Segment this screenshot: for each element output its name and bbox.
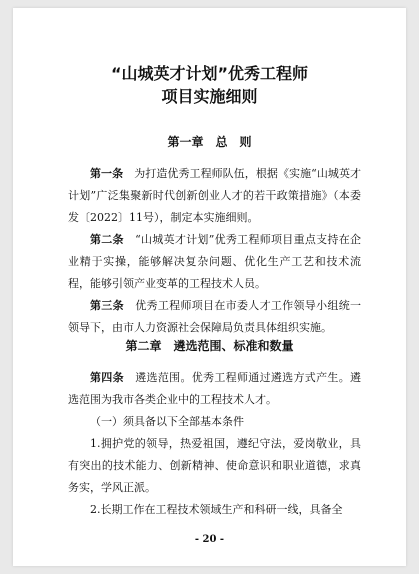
- condition-item-2: 2.长期工作在工程技术领域生产和科研一线，具备全: [90, 503, 343, 516]
- article-3-lead: 第三条: [90, 299, 124, 312]
- article-3-text: 优秀工程师项目在市委人才工作领导小组统一领导下，由市人力资源社会保障局负责具体组织实施。: [68, 299, 362, 334]
- article-4-lead: 第四条: [90, 371, 124, 384]
- article-1-lead: 第一条: [90, 167, 124, 180]
- document-title-line-1: “山城英才计划”优秀工程师: [110, 64, 309, 83]
- article-3: [68, 295, 361, 339]
- page-number: - 20 -: [194, 534, 225, 545]
- article-4: [68, 367, 361, 411]
- chapter-1-heading: 第一章 总 则: [167, 135, 252, 149]
- chapter-2-heading: 第二章 遴选范围、标准和数量: [125, 339, 294, 353]
- article-1-text: 为打造优秀工程师队伍，根据《实施“山城英才计划”广泛集聚新时代创新创业人才的若干政策措施》（本委发〔2022〕11号），制定本实施细则。: [68, 167, 361, 224]
- condition-item-1: 1.拥护党的领导，热爱祖国，遵纪守法，爱岗敬业，具有突出的技术能力、创新精神、使命意识和职业道德，求真务实，学风正派。: [68, 437, 361, 494]
- conditions-heading: （一）须具备以下全部基本条件: [90, 415, 244, 428]
- article-1: [68, 163, 361, 229]
- document-page: [13, 8, 406, 566]
- article-2: [68, 229, 361, 295]
- document-title-line-2: 项目实施细则: [161, 87, 258, 106]
- article-2-lead: 第二条: [90, 233, 124, 246]
- article-2-text: “山城英才计划”优秀工程师项目重点支持在企业精于实操，能够解决复杂问题、优化生产工艺和技术流程，能够引领产业变革的工程技术人员。: [68, 233, 361, 290]
- article-4-text: 遴选范围。优秀工程师通过遴选方式产生。遴选范围为我市各类企业中的工程技术人才。: [68, 371, 362, 406]
